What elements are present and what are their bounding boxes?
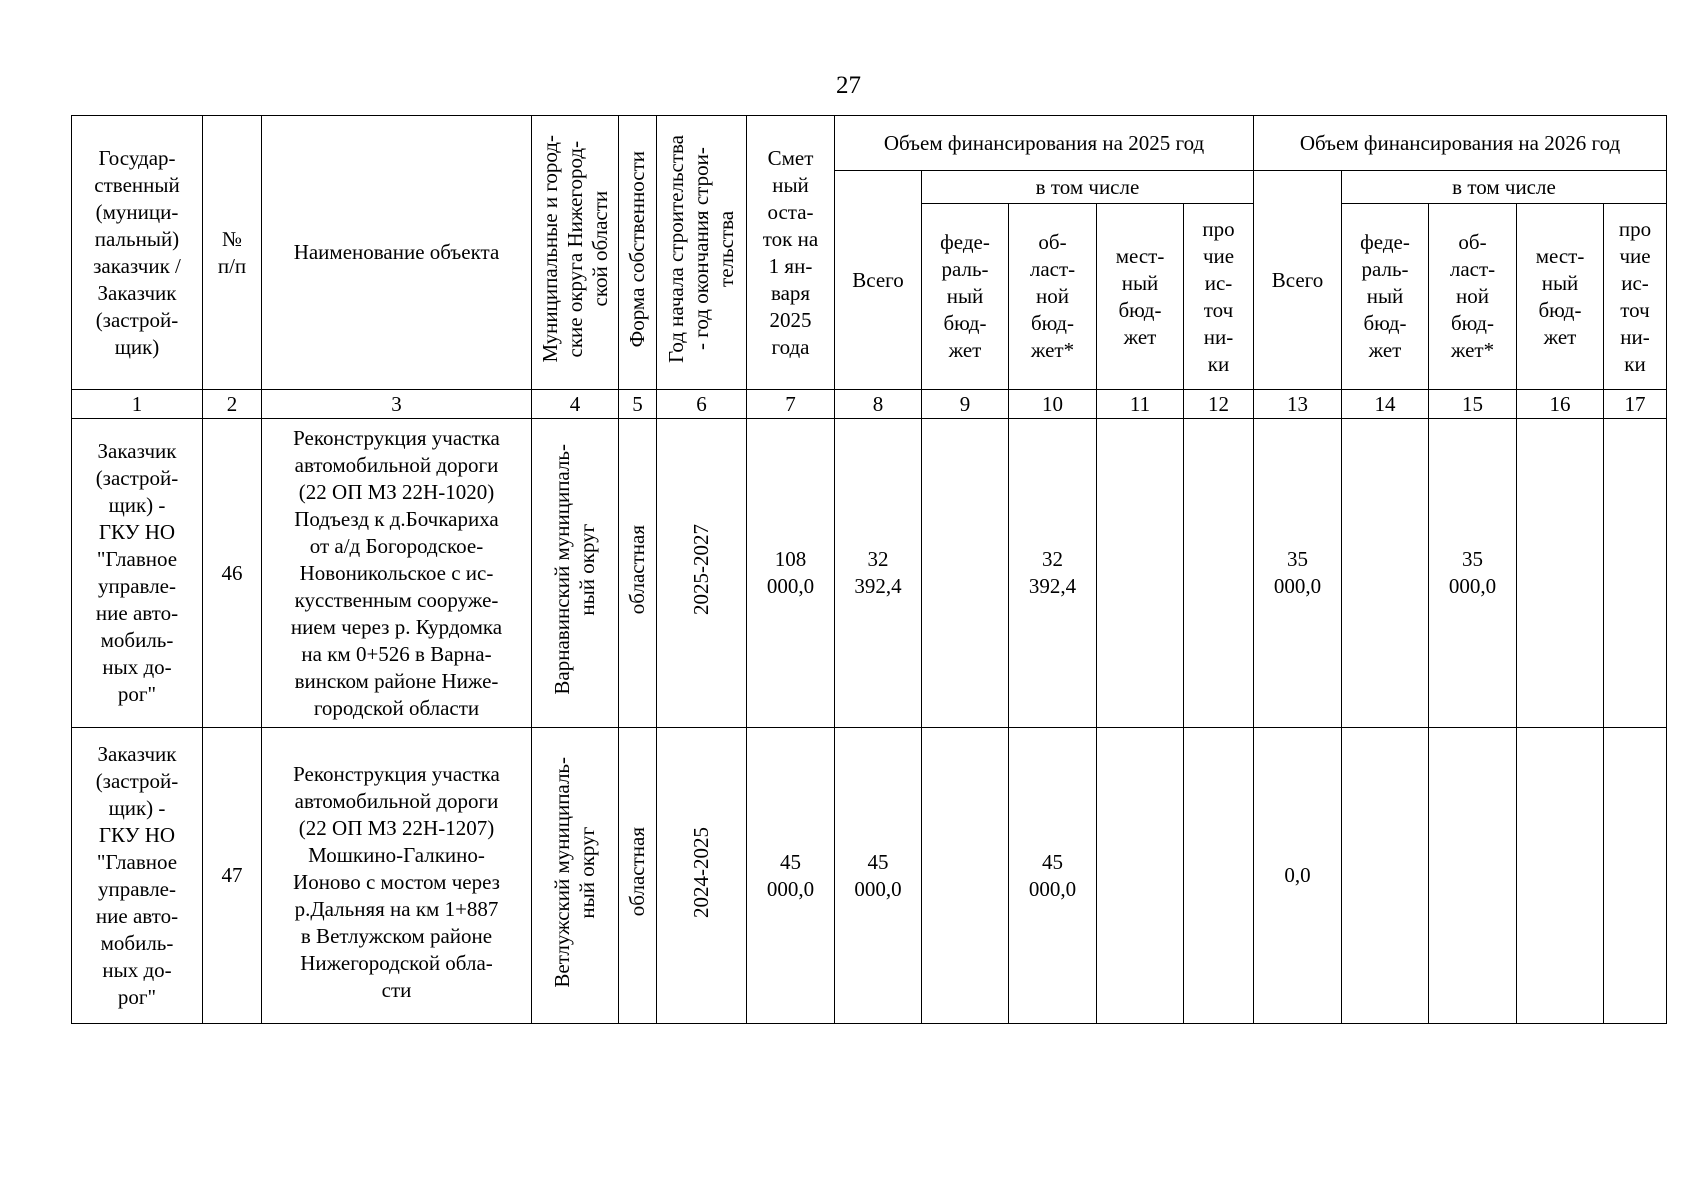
cell-ownership <box>619 728 657 1024</box>
header-years-cell <box>657 116 747 390</box>
years-text: 2024-2025 <box>689 826 713 918</box>
cell-regional-2026: 35 000,0 <box>1429 419 1517 728</box>
column-number: 3 <box>262 390 532 419</box>
column-number: 13 <box>1254 390 1342 419</box>
header-local-2025: мест- ный бюд- жет <box>1097 204 1184 390</box>
cell-ownership <box>619 419 657 728</box>
municipality-text: Ветлужский муниципаль- ный округ <box>550 756 599 988</box>
column-number: 15 <box>1429 390 1517 419</box>
cell-customer: Заказчик (застрой- щик) - ГКУ НО "Главное управле- ние авто- мобиль- ных до- рог" <box>72 419 203 728</box>
column-number: 6 <box>657 390 747 419</box>
cell-regional-2025: 45 000,0 <box>1009 728 1097 1024</box>
cell-total-2026: 0,0 <box>1254 728 1342 1024</box>
header-federal-2025: феде- раль- ный бюд- жет <box>922 204 1009 390</box>
column-number: 4 <box>532 390 619 419</box>
cell-years <box>657 419 747 728</box>
header-fin-2025: Объем финансирования на 2025 год <box>835 116 1254 171</box>
cell-total-2025: 32 392,4 <box>835 419 922 728</box>
header-including-2026: в том числе <box>1342 171 1667 204</box>
cell-other-2025 <box>1184 728 1254 1024</box>
cell-regional-2025: 32 392,4 <box>1009 419 1097 728</box>
header-ownership: Форма собственности <box>625 150 649 348</box>
header-local-2026: мест- ный бюд- жет <box>1517 204 1604 390</box>
header-number: № п/п <box>203 116 262 390</box>
cell-municipality <box>532 728 619 1024</box>
cell-object-name: Реконструкция участка автомобильной дороги (22 ОП МЗ 22Н-1207) Мошкино-Галкино- Ионово с мостом через р.Дальняя на км 1+887 в Ветлужском районе Нижегородской обла- сти <box>262 728 532 1024</box>
cell-federal-2026 <box>1342 728 1429 1024</box>
column-number: 9 <box>922 390 1009 419</box>
header-customer: Государ- ственный (муници- пальный) заказчик / Заказчик (застрой- щик) <box>72 116 203 390</box>
cell-local-2025 <box>1097 419 1184 728</box>
cell-other-2026 <box>1604 419 1667 728</box>
column-number: 10 <box>1009 390 1097 419</box>
cell-estimate: 108 000,0 <box>747 419 835 728</box>
page-number: 27 <box>836 72 861 99</box>
header-other-2026: про чие ис- точ ни- ки <box>1604 204 1667 390</box>
header-municipality-cell <box>532 116 619 390</box>
cell-number: 46 <box>203 419 262 728</box>
header-object-name: Наименование объекта <box>262 116 532 390</box>
municipality-text: Варнавинский муниципаль- ный округ <box>550 444 599 695</box>
header-total-2026: Всего <box>1254 171 1342 390</box>
ownership-text: областная <box>625 524 649 615</box>
table-row <box>72 728 1667 1024</box>
header-municipality: Муниципальные и город- ские округа Нижегород- ской области <box>537 135 612 363</box>
cell-municipality <box>532 419 619 728</box>
column-numbers-row <box>72 390 1667 419</box>
column-number: 1 <box>72 390 203 419</box>
financing-table <box>71 115 1667 1024</box>
column-number: 11 <box>1097 390 1184 419</box>
header-total-2025: Всего <box>835 171 922 390</box>
header-fin-2026: Объем финансирования на 2026 год <box>1254 116 1667 171</box>
column-number: 5 <box>619 390 657 419</box>
column-number: 2 <box>203 390 262 419</box>
header-regional-2025: об- ласт- ной бюд- жет* <box>1009 204 1097 390</box>
cell-estimate: 45 000,0 <box>747 728 835 1024</box>
cell-federal-2025 <box>922 728 1009 1024</box>
cell-object-name: Реконструкция участка автомобильной дороги (22 ОП МЗ 22Н-1020) Подъезд к д.Бочкариха от а/д Богородское- Новоникольское с ис- кусственным сооруже- нием через р. Курдомка на км 0+526 в Варна- винском районе Ниже- городской области <box>262 419 532 728</box>
header-regional-2026: об- ласт- ной бюд- жет* <box>1429 204 1517 390</box>
header-row-1 <box>72 116 1667 171</box>
column-number: 12 <box>1184 390 1254 419</box>
cell-regional-2026 <box>1429 728 1517 1024</box>
column-number: 14 <box>1342 390 1429 419</box>
header-other-2025: про чие ис- точ ни- ки <box>1184 204 1254 390</box>
column-number: 16 <box>1517 390 1604 419</box>
header-federal-2026: феде- раль- ный бюд- жет <box>1342 204 1429 390</box>
cell-other-2025 <box>1184 419 1254 728</box>
cell-federal-2026 <box>1342 419 1429 728</box>
column-number: 7 <box>747 390 835 419</box>
header-ownership-cell <box>619 116 657 390</box>
cell-federal-2025 <box>922 419 1009 728</box>
header-estimate: Смет ный оста- ток на 1 ян- варя 2025 года <box>747 116 835 390</box>
cell-total-2026: 35 000,0 <box>1254 419 1342 728</box>
column-number: 17 <box>1604 390 1667 419</box>
cell-other-2026 <box>1604 728 1667 1024</box>
header-including-2025: в том числе <box>922 171 1254 204</box>
cell-years <box>657 728 747 1024</box>
column-number: 8 <box>835 390 922 419</box>
cell-local-2025 <box>1097 728 1184 1024</box>
header-years: Год начала строительства - год окончания строи- тельства <box>664 135 738 363</box>
cell-total-2025: 45 000,0 <box>835 728 922 1024</box>
cell-local-2026 <box>1517 728 1604 1024</box>
table-row <box>72 419 1667 728</box>
cell-number: 47 <box>203 728 262 1024</box>
cell-customer: Заказчик (застрой- щик) - ГКУ НО "Главное управле- ние авто- мобиль- ных до- рог" <box>72 728 203 1024</box>
ownership-text: областная <box>625 827 649 917</box>
cell-local-2026 <box>1517 419 1604 728</box>
years-text: 2025-2027 <box>689 524 713 615</box>
